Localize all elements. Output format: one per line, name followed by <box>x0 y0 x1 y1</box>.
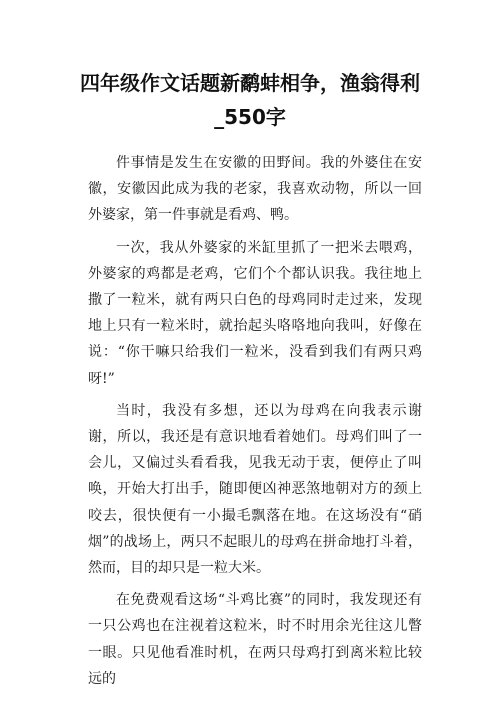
document-body <box>88 150 422 698</box>
paragraph-2: 一次，我从外婆家的米缸里抓了一把米去喂鸡，外婆家的鸡都是老鸡，它们个个都认识我。我往地上撒了一粒米，就有两只白色的母鸡同时走过来，发现地上只有一粒米时，就抬起头咯咯地向我叫，好像在说：“你干嘛只给我们一粒米，没看到我们有两只鸡呀!” <box>88 239 422 387</box>
document-title: 四年级作文话题新鹬蚌相争，渔翁得利_550字 <box>80 71 420 129</box>
paragraph-1: 件事情是发生在安徽的田野间。我的外婆住在安徽，安徽因此成为我的老家，我喜欢动物，所以一回外婆家，第一件事就是看鸡、鸭。 <box>88 155 422 224</box>
paragraph-3: 当时，我没有多想，还以为母鸡在向我表示谢谢，所以，我还是有意识地看着她们。母鸡们叫了一会儿，又偏过头看看我，见我无动于衷，便停止了叫唤，开始大打出手，随即便凶神恶煞地朝对方的颈上咬去，很快便有一小撮毛飘落在地。在这场没有“硝烟”的战场上，两只不起眼儿的母鸡在拼命地打斗着，然而，目的却只是一粒大米。 <box>88 402 422 577</box>
paragraph-4: 在免费观看这场“斗鸡比赛”的同时，我发现还有一只公鸡也在注视着这粒米，时不时用余光往这儿瞥一眼。只见他看准时机，在两只母鸡打到离米粒比较远的 <box>88 592 422 687</box>
